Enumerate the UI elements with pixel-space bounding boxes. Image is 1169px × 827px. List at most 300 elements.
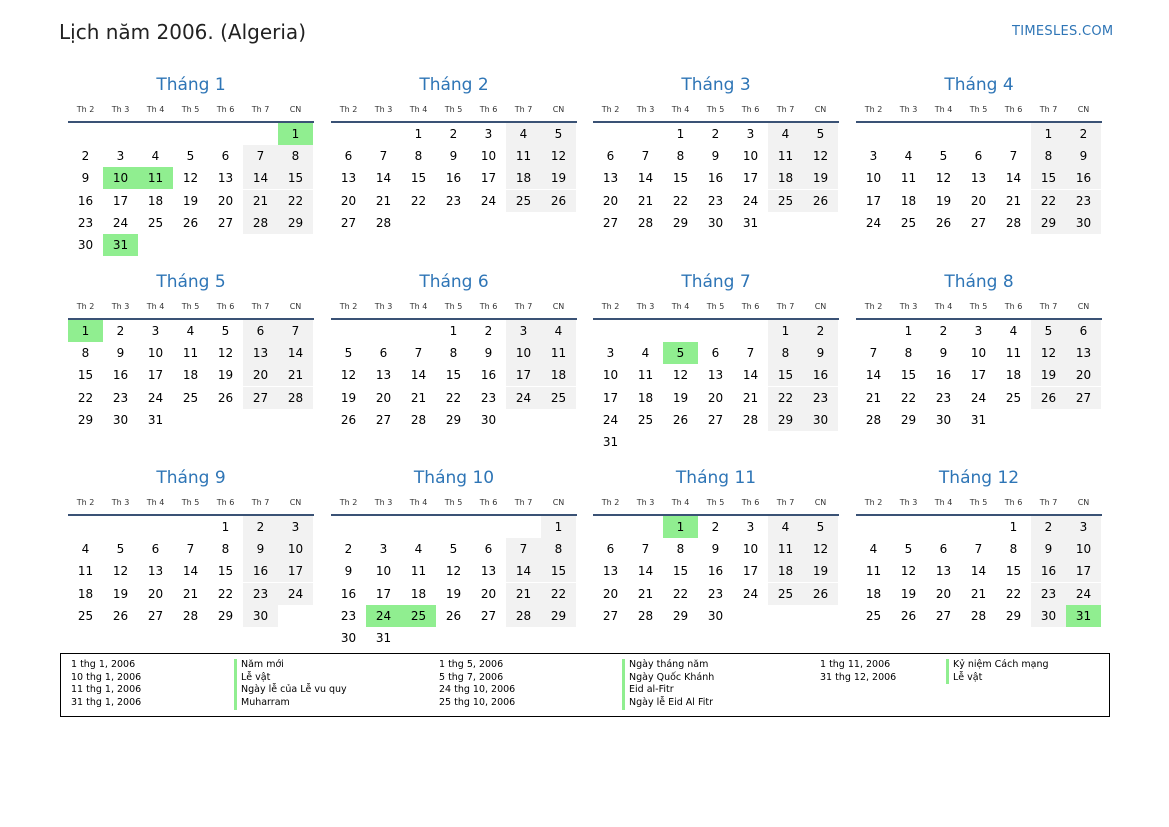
legend-holiday-name: Năm mới [234,659,347,672]
day-cell: 24 [480,193,497,208]
day-cell: 6 [711,346,720,361]
day-cell: 21 [865,390,882,405]
weekday-header: Th 4 [671,302,690,311]
day-cell: 11 [410,564,427,579]
day-cell: 22 [672,586,689,601]
weekday-header: Th 7 [251,498,270,507]
weekday-header: Th 7 [251,105,270,114]
day-cell: 20 [602,193,619,208]
day-cell: 14 [410,368,427,383]
day-cell: 2 [939,324,948,338]
day-cell: 17 [506,364,541,386]
day-cell: 24 [865,215,882,230]
day-cell: 29 [217,608,234,623]
legend-date: 11 thg 1, 2006 [71,684,142,696]
day-cell: 14 [1005,171,1022,186]
day-cell: 4 [768,123,803,145]
weekday-header: Th 2 [76,302,95,311]
day-cell: 4 [151,149,160,164]
day-cell: 7 [278,320,313,342]
day-cell: 28 [865,412,882,427]
day-cell: 19 [803,167,838,189]
day-cell: 23 [803,387,838,409]
day-cell: 4 [869,542,878,557]
day-cell: 16 [803,364,838,386]
day-cell: 31 [375,631,392,645]
weekday-header: Th 6 [479,498,498,507]
day-cell: 3 [278,516,313,538]
day-cell: 7 [379,149,388,164]
weekday-header: Th 7 [514,105,533,114]
month-name: Tháng 11 [675,468,757,488]
day-cell: 15 [672,564,689,579]
day-cell: 19 [672,390,689,405]
day-cell: 27 [480,608,497,623]
day-cell: 10 [1066,538,1101,560]
day-cell: 27 [375,412,392,427]
day-cell: 28 [1005,215,1022,230]
day-cell: 5 [904,542,913,557]
day-cell: 27 [1066,387,1101,409]
day-cell: 2 [243,516,278,538]
day-cell: 17 [375,586,392,601]
day-cell: 11 [1005,346,1022,361]
day-cell: 4 [1009,324,1018,338]
legend-names-col-3 [946,659,1049,684]
day-cell: 2 [711,127,720,141]
day-cell: 8 [221,542,230,557]
day-cell: 17 [742,171,759,186]
day-cell: 20 [147,586,164,601]
day-cell: 1 [541,516,576,538]
weekday-header: Th 4 [409,302,428,311]
day-cell: 4 [506,123,541,145]
weekday-header: Th 6 [216,105,235,114]
day-cell: 19 [541,167,576,189]
day-cell: 15 [410,171,427,186]
holiday-day-cell: 31 [1066,605,1101,627]
day-cell: 23 [935,390,952,405]
day-cell: 10 [480,149,497,164]
day-cell: 28 [243,212,278,234]
day-cell: 5 [344,346,353,361]
legend-dates-col-3 [820,659,896,684]
legend-date: 1 thg 1, 2006 [71,659,136,670]
weekday-header: CN [289,105,302,114]
day-cell: 10 [865,171,882,186]
day-cell: 30 [77,238,94,252]
day-cell: 4 [768,516,803,538]
day-cell: 25 [637,412,654,427]
day-cell: 14 [182,564,199,579]
day-cell: 2 [449,127,458,141]
day-cell: 8 [81,346,90,361]
day-cell: 19 [1031,364,1066,386]
day-cell: 23 [445,193,462,208]
day-cell: 21 [243,190,278,212]
day-cell: 28 [410,412,427,427]
legend-holiday-name: Kỷ niệm Cách mạng [946,659,1049,672]
weekday-header: Th 6 [216,498,235,507]
day-cell: 11 [541,342,576,364]
day-cell: 26 [900,608,917,623]
day-cell: 14 [637,171,654,186]
day-cell: 20 [602,586,619,601]
weekday-header: Th 5 [181,498,200,507]
day-cell: 24 [742,586,759,601]
day-cell: 28 [278,387,313,409]
day-cell: 11 [768,145,803,167]
day-cell: 22 [410,193,427,208]
day-cell: 3 [606,346,615,361]
day-cell: 27 [602,608,619,623]
day-cell: 6 [974,149,983,164]
day-cell: 22 [900,390,917,405]
day-cell: 8 [676,149,685,164]
weekday-header: Th 5 [444,302,463,311]
day-cell: 12 [803,145,838,167]
day-cell: 23 [1066,190,1101,212]
day-cell: 17 [602,390,619,405]
weekday-header: CN [1077,498,1090,507]
day-cell: 24 [278,583,313,605]
weekday-header: Th 2 [76,105,95,114]
day-cell: 7 [746,346,755,361]
day-cell: 3 [746,520,755,534]
weekday-header: CN [289,302,302,311]
day-cell: 30 [1031,605,1066,627]
day-cell: 7 [641,542,650,557]
day-cell: 8 [449,346,458,361]
day-cell: 14 [865,368,882,383]
day-cell: 21 [375,193,392,208]
day-cell: 14 [375,171,392,186]
day-cell: 19 [182,193,199,208]
day-cell: 24 [147,390,164,405]
day-cell: 18 [1005,368,1022,383]
day-cell: 15 [672,171,689,186]
day-cell: 14 [506,560,541,582]
day-cell: 18 [637,390,654,405]
holiday-day-cell: 24 [366,605,401,627]
day-cell: 2 [344,542,353,557]
legend-holiday-name: Ngày Quốc Khánh [622,672,714,685]
day-cell: 3 [506,320,541,342]
day-cell: 7 [869,346,878,361]
legend-date: 5 thg 7, 2006 [439,671,504,683]
day-cell: 23 [112,390,129,405]
day-cell: 6 [243,320,278,342]
legend-holiday-name: Eid al-Fitr [622,684,714,697]
day-cell: 9 [711,149,720,164]
weekday-header: Th 5 [706,105,725,114]
weekday-header: Th 3 [899,105,918,114]
day-cell: 2 [81,149,90,164]
day-cell: 16 [707,171,724,186]
weekday-header: CN [814,302,827,311]
day-cell: 20 [935,586,952,601]
day-cell: 9 [1066,145,1101,167]
weekday-header: Th 2 [339,105,358,114]
weekday-header: Th 6 [1004,105,1023,114]
day-cell: 1 [449,324,458,338]
day-cell: 27 [217,215,234,230]
day-cell: 30 [1066,212,1101,234]
legend-date: 31 thg 12, 2006 [820,671,897,683]
day-cell: 30 [803,409,838,431]
day-cell: 19 [803,560,838,582]
day-cell: 6 [151,542,160,557]
day-cell: 22 [672,193,689,208]
day-cell: 6 [344,149,353,164]
day-cell: 2 [711,520,720,534]
day-cell: 29 [672,608,689,623]
day-cell: 19 [935,193,952,208]
weekday-header: Th 2 [864,498,883,507]
day-cell: 21 [278,364,313,386]
month-name: Tháng 5 [156,272,226,292]
day-cell: 6 [606,149,615,164]
day-cell: 15 [278,167,313,189]
day-cell: 9 [803,342,838,364]
day-cell: 26 [445,608,462,623]
day-cell: 6 [606,542,615,557]
day-cell: 29 [541,605,576,627]
day-cell: 7 [1009,149,1018,164]
day-cell: 3 [974,324,983,338]
day-cell: 10 [970,346,987,361]
day-cell: 11 [182,346,199,361]
day-cell: 22 [1031,190,1066,212]
day-cell: 28 [637,215,654,230]
weekday-header: Th 5 [706,302,725,311]
weekday-header: Th 6 [1004,498,1023,507]
day-cell: 30 [112,412,129,427]
month-name: Tháng 2 [419,75,489,95]
day-cell: 28 [970,608,987,623]
day-cell: 2 [1066,123,1101,145]
legend-holiday-name: Ngày lễ Eid Al Fitr [622,697,714,710]
weekday-header: Th 2 [601,498,620,507]
weekday-header: Th 3 [374,498,393,507]
month-name: Tháng 6 [419,272,489,292]
day-cell: 17 [147,368,164,383]
day-cell: 25 [900,215,917,230]
day-cell: 19 [445,586,462,601]
day-cell: 9 [1031,538,1066,560]
day-cell: 12 [182,171,199,186]
weekday-header: Th 7 [514,302,533,311]
weekday-header: Th 7 [1039,302,1058,311]
day-cell: 11 [506,145,541,167]
day-cell: 23 [1031,583,1066,605]
day-cell: 21 [410,390,427,405]
day-cell: 20 [217,193,234,208]
day-cell: 23 [707,193,724,208]
day-cell: 7 [414,346,423,361]
day-cell: 23 [340,608,357,623]
day-cell: 10 [742,149,759,164]
day-cell: 3 [869,149,878,164]
day-cell: 24 [1066,583,1101,605]
weekday-header: CN [814,498,827,507]
weekday-header: Th 5 [969,302,988,311]
day-cell: 14 [278,342,313,364]
day-cell: 12 [900,564,917,579]
day-cell: 5 [116,542,125,557]
weekday-header: Th 2 [601,105,620,114]
day-cell: 6 [939,542,948,557]
holiday-day-cell: 1 [278,123,313,145]
weekday-header: Th 3 [111,302,130,311]
day-cell: 29 [77,412,94,427]
day-cell: 30 [243,605,278,627]
day-cell: 23 [707,586,724,601]
weekday-header: Th 7 [514,498,533,507]
weekday-header: Th 4 [934,498,953,507]
weekday-header: Th 3 [899,302,918,311]
site-link[interactable]: TIMESLES.COM [1012,24,1114,39]
day-cell: 9 [484,346,493,361]
day-cell: 1 [904,324,913,338]
day-cell: 16 [1066,167,1101,189]
day-cell: 7 [974,542,983,557]
day-cell: 20 [480,586,497,601]
day-cell: 18 [900,193,917,208]
day-cell: 17 [278,560,313,582]
day-cell: 20 [970,193,987,208]
day-cell: 29 [278,212,313,234]
day-cell: 30 [340,631,357,645]
weekday-header: Th 3 [636,302,655,311]
day-cell: 18 [768,167,803,189]
day-cell: 9 [243,538,278,560]
day-cell: 15 [445,368,462,383]
weekday-header: Th 4 [146,105,165,114]
day-cell: 11 [900,171,917,186]
day-cell: 13 [935,564,952,579]
day-cell: 20 [707,390,724,405]
day-cell: 2 [484,324,493,338]
day-cell: 11 [768,538,803,560]
day-cell: 9 [449,149,458,164]
day-cell: 5 [449,542,458,557]
holiday-day-cell: 11 [138,167,173,189]
weekday-header: Th 4 [409,105,428,114]
weekday-header: Th 7 [776,302,795,311]
day-cell: 28 [637,608,654,623]
day-cell: 10 [278,538,313,560]
day-cell: 4 [414,542,423,557]
day-cell: 5 [939,149,948,164]
day-cell: 27 [970,215,987,230]
day-cell: 4 [81,542,90,557]
day-cell: 24 [112,215,129,230]
weekday-header: Th 6 [741,105,760,114]
day-cell: 4 [641,346,650,361]
day-cell: 3 [746,127,755,141]
day-cell: 1 [414,127,423,141]
holiday-legend [60,653,1110,717]
day-cell: 19 [900,586,917,601]
weekday-header: Th 2 [76,498,95,507]
day-cell: 29 [1005,608,1022,623]
day-cell: 22 [541,583,576,605]
weekday-header: CN [814,105,827,114]
weekday-header: Th 7 [776,498,795,507]
day-cell: 24 [506,387,541,409]
day-cell: 23 [77,215,94,230]
day-cell: 10 [375,564,392,579]
day-cell: 8 [278,145,313,167]
weekday-header: CN [552,498,565,507]
day-cell: 2 [1031,516,1066,538]
day-cell: 13 [375,368,392,383]
day-cell: 21 [1005,193,1022,208]
weekday-header: Th 4 [146,302,165,311]
day-cell: 24 [602,412,619,427]
weekday-header: Th 5 [706,498,725,507]
weekday-header: Th 2 [339,302,358,311]
day-cell: 18 [147,193,164,208]
weekday-header: CN [289,498,302,507]
weekday-header: Th 7 [251,302,270,311]
day-cell: 28 [742,412,759,427]
day-cell: 17 [112,193,129,208]
weekday-header: Th 7 [1039,105,1058,114]
legend-dates-col-2 [439,659,515,710]
day-cell: 5 [1031,320,1066,342]
month-name: Tháng 3 [681,75,751,95]
day-cell: 13 [480,564,497,579]
weekday-header: CN [552,105,565,114]
legend-date: 1 thg 5, 2006 [439,659,504,670]
weekday-header: Th 6 [1004,302,1023,311]
day-cell: 8 [904,346,913,361]
day-cell: 25 [77,608,94,623]
day-cell: 13 [217,171,234,186]
day-cell: 11 [637,368,654,383]
day-cell: 2 [116,324,125,338]
day-cell: 1 [1009,520,1018,534]
day-cell: 6 [484,542,493,557]
day-cell: 3 [1066,516,1101,538]
holiday-day-cell: 31 [103,234,138,256]
day-cell: 18 [541,364,576,386]
day-cell: 15 [768,364,803,386]
day-cell: 10 [147,346,164,361]
day-cell: 16 [445,171,462,186]
day-cell: 5 [221,324,230,338]
day-cell: 5 [541,123,576,145]
day-cell: 7 [243,145,278,167]
weekday-header: Th 6 [741,498,760,507]
day-cell: 29 [445,412,462,427]
day-cell: 22 [768,387,803,409]
weekday-header: Th 5 [969,105,988,114]
day-cell: 15 [1031,167,1066,189]
day-cell: 9 [939,346,948,361]
day-cell: 18 [182,368,199,383]
day-cell: 19 [340,390,357,405]
day-cell: 16 [1031,560,1066,582]
day-cell: 13 [147,564,164,579]
day-cell: 17 [742,564,759,579]
day-cell: 3 [484,127,493,141]
day-cell: 27 [707,412,724,427]
day-cell: 22 [1005,586,1022,601]
day-cell: 20 [375,390,392,405]
